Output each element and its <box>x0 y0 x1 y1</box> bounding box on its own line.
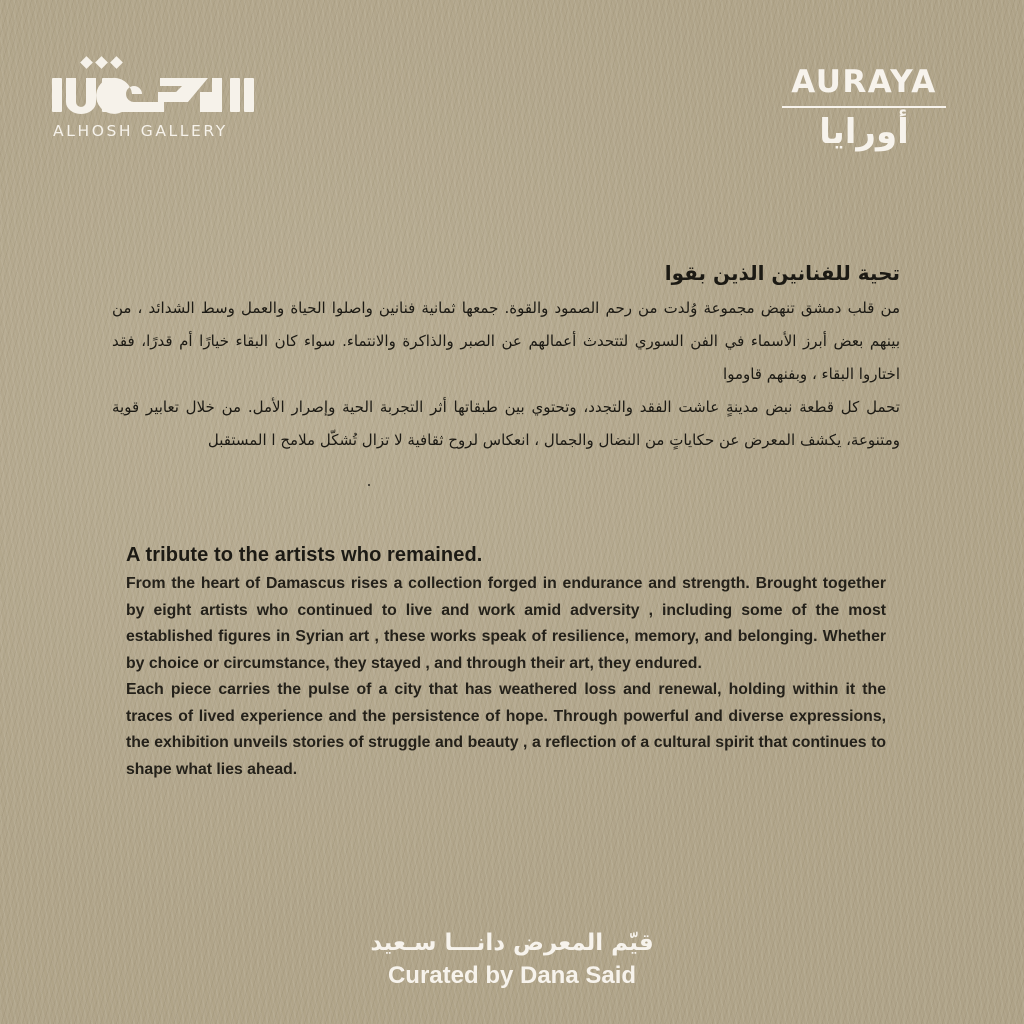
title-divider <box>782 106 946 108</box>
exhibition-title-en: AURAYA <box>791 64 937 100</box>
exhibition-title <box>782 62 946 154</box>
english-statement <box>126 541 886 783</box>
english-paragraph-1: From the heart of Damascus rises a collection forged in endurance and strength. Brought together by eight artists who continued to live and work amid adversity , including some of the most established figures in Syrian art , these works speak of resilience, memory, and belonging. Whether by choice or circumstance, they stayed , and through their art, they endured. <box>126 575 886 672</box>
arabic-paragraph-2: تحمل كل قطعة نبض مدينةٍ عاشت الفقد والتجدد، وتحتوي بين طبقاتها أثر التجربة الحية وإصرار الأمل. من خلال تعابير قوية ومتنوعة، يكشف المعرض عن حكاياتٍ من النضال والجمال ، انعكاس لروح ثقافية لا تزال تُشكّل ملامح ا المستقبل <box>112 398 900 449</box>
alhosh-gallery-logo <box>50 56 255 146</box>
gallery-name: ALHOSH GALLERY <box>53 122 228 140</box>
arabic-paragraph-1: من قلب دمشق تنهض مجموعة وُلدت من رحم الصمود والقوة. جمعها ثمانية فنانين واصلوا الحياة والعمل وسط الشدائد ، من بينهم بعض أبرز الأسماء في الفن السوري لتتحدث أعمالهم عن الصبر والذاكرة والانتماء. سواء كان البقاء خيارًا أم قدرًا، فقد اختاروا البقاء ، وبفنهم قاوموا <box>112 299 900 383</box>
alhosh-wordmark-icon <box>50 56 255 118</box>
arabic-heading: تحية للفنانين الذين بقوا <box>664 261 900 285</box>
curator-credit-ar: قيّم المعرض دانـــا سـعيد <box>370 930 654 956</box>
arabic-statement <box>112 258 900 457</box>
stray-dot <box>368 484 370 486</box>
exhibition-title-ar: أورايا <box>819 112 909 152</box>
english-paragraph-2: Each piece carries the pulse of a city that has weathered loss and renewal, holding within it the traces of lived experience and the persistence of hope. Through powerful and diverse expressions, the exhibition unveils stories of struggle and beauty , a reflection of a cultural spirit that continues to shape what lies ahead. <box>126 681 886 778</box>
english-heading: A tribute to the artists who remained. <box>126 544 483 566</box>
curator-credit-en: Curated by Dana Said <box>387 962 637 989</box>
curator-credit <box>0 926 1024 992</box>
